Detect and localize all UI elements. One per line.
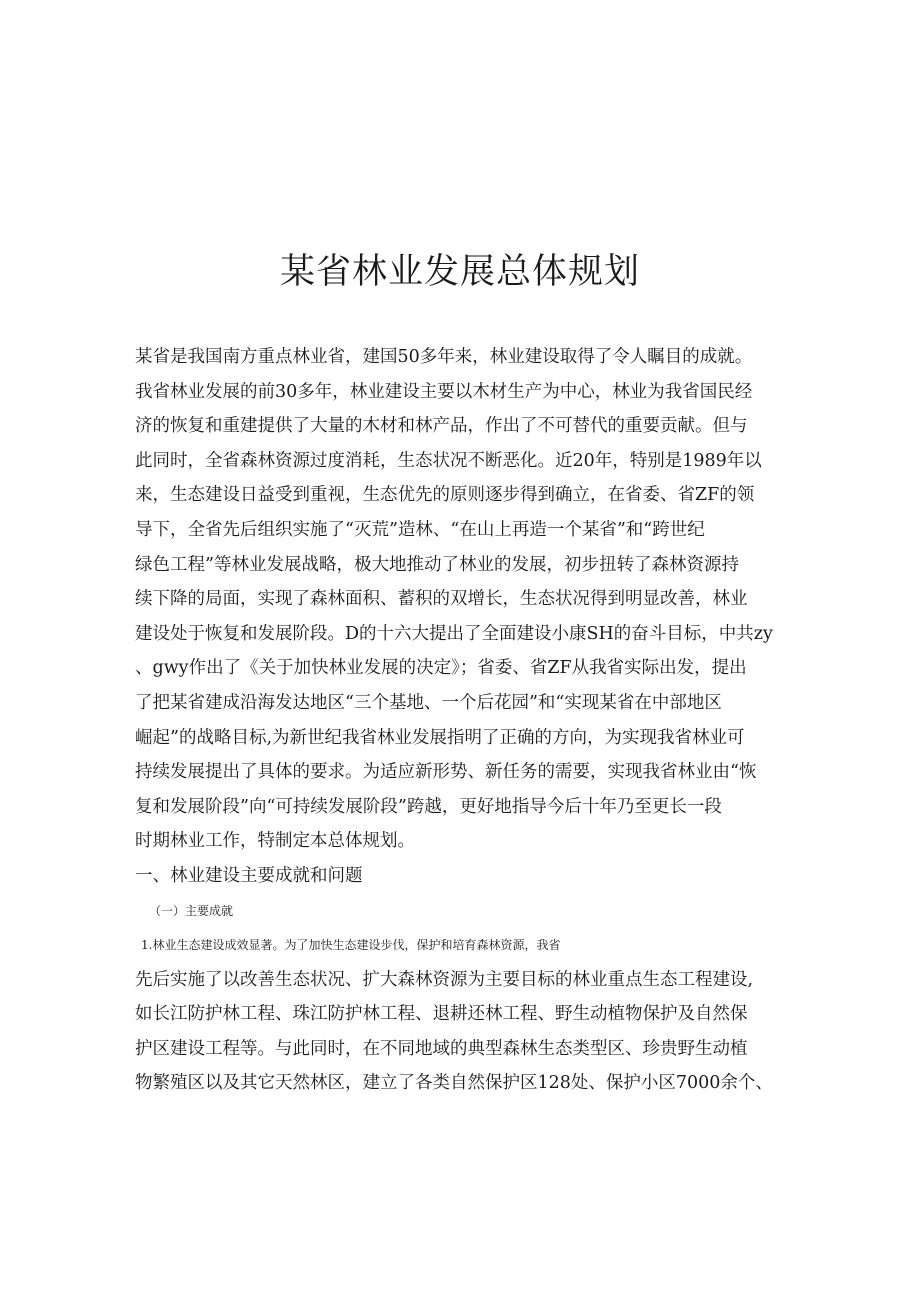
body-line: 了把某省建成沿海发达地区“三个基地、一个后花园”和“实现某省在中部地区	[135, 692, 722, 713]
document-body	[135, 340, 790, 1101]
body-line: 时期林业工作，特制定本总体规划。	[135, 831, 415, 852]
body-line: 如长江防护林工程、珠江防护林工程、退耕还林工程、野生动植物保护及自然保	[135, 1004, 748, 1025]
body-line: 崛起”的战略目标,为新世纪我省林业发展指明了正确的方向，为实现我省林业可	[135, 727, 745, 748]
body-line: 护区建设工程等。与此同时，在不同地域的典型森林生态类型区、珍贵野生动植	[135, 1038, 748, 1059]
body-line: 持续发展提出了具体的要求。为适应新形势、新任务的需要，实现我省林业由“恢	[135, 762, 757, 783]
body-line: 先后实施了以改善生态状况、扩大森林资源为主要目标的林业重点生态工程建设,	[135, 969, 754, 990]
body-line: 来，生态建设日益受到重视，生态优先的原则逐步得到确立，在省委、省ZF的领	[135, 485, 755, 506]
body-line: 济的恢复和重建提供了大量的木材和林产品，作出了不可替代的重要贡献。但与	[135, 416, 748, 437]
body-line: 绿色工程”等林业发展战略，极大地推动了林业的发展，初步扭转了森林资源持	[135, 554, 739, 575]
subsection-heading: （一）主要成就	[149, 903, 234, 918]
body-line: 1.林业生态建设成效显著。为了加快生态建设步伐，保护和培育森林资源，我省	[141, 938, 561, 953]
body-line: 某省是我国南方重点林业省，建国50多年来，林业建设取得了令人瞩目的成就。	[135, 347, 753, 367]
body-line: 此同时，全省森林资源过度消耗，生态状况不断恶化。近20年，特别是1989年以	[135, 450, 762, 471]
document-title: 某省林业发展总体规划	[279, 252, 640, 292]
body-line: 续下降的局面，实现了森林面积、蓄积的双增长，生态状况得到明显改善，林业	[135, 589, 748, 610]
body-line: 复和发展阶段”向“可持续发展阶段”跨越，更好地指导今后十年乃至更长一段	[135, 796, 722, 817]
body-line: 建设处于恢复和发展阶段。D的十六大提出了全面建设小康SH的奋斗目标，中共zy	[135, 623, 773, 644]
body-line: 物繁殖区以及其它天然林区，建立了各类自然保护区128处、保护小区7000余个、	[135, 1073, 773, 1094]
section-heading: 一、林业建设主要成就和问题	[135, 865, 363, 886]
body-line: 、gwy作出了《关于加快林业发展的决定》；省委、省ZF从我省实际出发，提出	[135, 658, 747, 679]
body-line: 导下，全省先后组织实施了“灭荒”造林、“在山上再造一个某省”和“跨世纪	[135, 519, 705, 540]
body-line: 我省林业发展的前30多年，林业建设主要以木材生产为中心，林业为我省国民经	[135, 381, 753, 402]
